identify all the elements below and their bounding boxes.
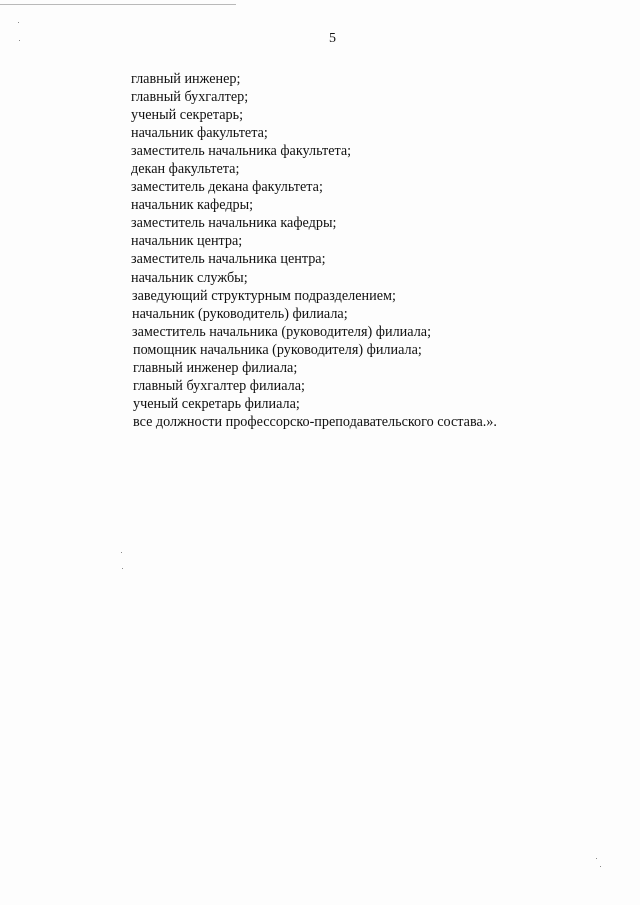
list-item: главный инженер филиала; [133, 359, 298, 376]
list-item: начальник центра; [131, 233, 243, 250]
list-item: заместитель начальника (руководителя) филиала; [132, 323, 432, 340]
list-item: заведующий структурным подразделением; [132, 287, 396, 304]
list-item: начальник (руководитель) филиала; [132, 305, 348, 322]
scan-speck [121, 552, 122, 553]
list-item: ученый секретарь; [131, 107, 244, 124]
list-item: заместитель начальника центра; [131, 251, 326, 268]
list-item: главный бухгалтер филиала; [133, 377, 305, 394]
scan-speck [19, 40, 20, 41]
list-item: заместитель начальника кафедры; [131, 215, 337, 232]
scan-speck [122, 568, 123, 569]
scan-edge-line [0, 4, 236, 5]
scan-speck [18, 22, 19, 23]
list-item: начальник кафедры; [131, 197, 254, 214]
list-item: все должности профессорско-преподавательского состава.». [133, 413, 497, 430]
list-item: заместитель декана факультета; [131, 179, 323, 196]
scan-speck [596, 858, 597, 859]
list-item: главный инженер; [131, 71, 241, 87]
list-item: ученый секретарь филиала; [133, 395, 300, 412]
list-item: помощник начальника (руководителя) филиала; [133, 341, 422, 358]
page-number: 5 [329, 31, 336, 46]
list-item: декан факультета; [131, 161, 240, 178]
scan-speck [600, 866, 601, 867]
list-item: главный бухгалтер; [131, 89, 249, 106]
list-item: заместитель начальника факультета; [131, 143, 352, 160]
list-item: начальник службы; [131, 269, 248, 286]
position-list [131, 70, 497, 431]
list-item: начальник факультета; [131, 125, 268, 142]
